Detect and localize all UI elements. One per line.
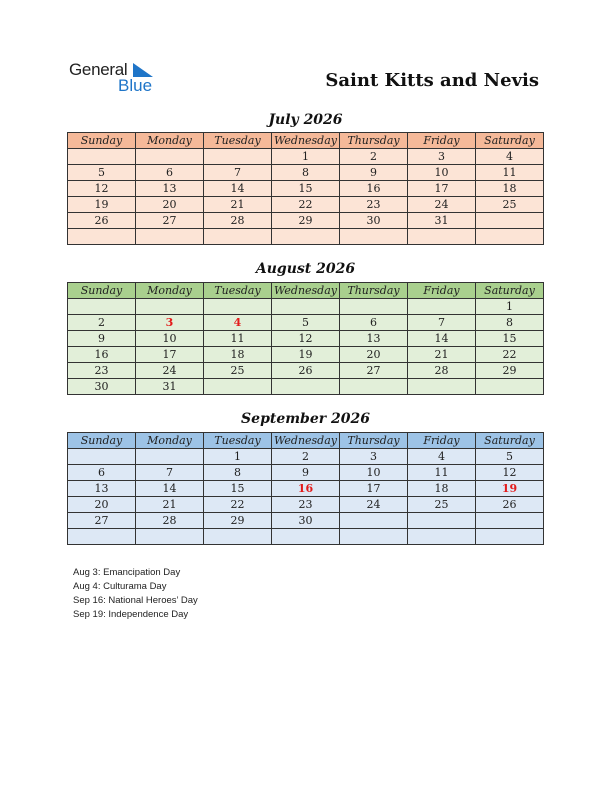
day-cell: 21 <box>204 197 272 213</box>
week-row <box>68 497 544 513</box>
day-cell: 14 <box>408 331 476 347</box>
day-cell: 14 <box>136 481 204 497</box>
calendar-july <box>67 132 544 245</box>
weekday-header: Saturday <box>476 133 544 149</box>
day-cell: 23 <box>272 497 340 513</box>
day-cell: 18 <box>476 181 544 197</box>
day-cell <box>68 299 136 315</box>
logo-word-general: General <box>69 60 128 79</box>
week-row <box>68 379 544 395</box>
country-title: Saint Kitts and Nevis <box>325 70 539 91</box>
holiday-note: Aug 4: Culturama Day <box>73 581 167 592</box>
day-cell: 2 <box>68 315 136 331</box>
day-cell: 21 <box>136 497 204 513</box>
weekday-header: Monday <box>136 133 204 149</box>
week-row <box>68 449 544 465</box>
day-cell: 1 <box>476 299 544 315</box>
day-cell: 7 <box>408 315 476 331</box>
holiday-note: Aug 3: Emancipation Day <box>73 567 181 578</box>
holiday-note: Sep 16: National Heroes’ Day <box>73 595 198 606</box>
day-cell: 19 <box>68 197 136 213</box>
day-cell <box>408 229 476 245</box>
day-cell <box>272 529 340 545</box>
weekday-header-row <box>68 433 544 449</box>
week-row <box>68 229 544 245</box>
day-cell <box>476 513 544 529</box>
weekday-header-row <box>68 133 544 149</box>
day-cell: 12 <box>272 331 340 347</box>
day-cell: 4 <box>476 149 544 165</box>
day-cell: 13 <box>68 481 136 497</box>
day-cell <box>204 229 272 245</box>
weekday-header: Friday <box>408 283 476 299</box>
day-cell: 17 <box>340 481 408 497</box>
day-cell: 24 <box>340 497 408 513</box>
day-cell <box>340 379 408 395</box>
day-cell: 8 <box>272 165 340 181</box>
day-cell: 12 <box>68 181 136 197</box>
day-cell: 20 <box>68 497 136 513</box>
weekday-header-row <box>68 283 544 299</box>
day-cell: 5 <box>476 449 544 465</box>
day-cell: 11 <box>408 465 476 481</box>
weekday-header: Monday <box>136 433 204 449</box>
weekday-header: Friday <box>408 133 476 149</box>
day-cell: 26 <box>272 363 340 379</box>
day-cell: 21 <box>408 347 476 363</box>
day-cell: 24 <box>136 363 204 379</box>
day-cell: 5 <box>272 315 340 331</box>
day-cell: 22 <box>204 497 272 513</box>
weekday-header: Thursday <box>340 433 408 449</box>
day-cell: 8 <box>476 315 544 331</box>
week-row <box>68 213 544 229</box>
day-cell: 10 <box>340 465 408 481</box>
day-cell: 25 <box>204 363 272 379</box>
day-cell: 17 <box>408 181 476 197</box>
week-row <box>68 197 544 213</box>
day-cell <box>340 299 408 315</box>
week-row <box>68 165 544 181</box>
day-cell: 29 <box>204 513 272 529</box>
day-cell: 28 <box>408 363 476 379</box>
day-cell: 23 <box>68 363 136 379</box>
day-cell: 15 <box>272 181 340 197</box>
day-cell <box>136 529 204 545</box>
day-cell: 13 <box>136 181 204 197</box>
weekday-header: Tuesday <box>204 433 272 449</box>
day-cell <box>272 229 340 245</box>
day-cell: 27 <box>68 513 136 529</box>
week-row <box>68 529 544 545</box>
logo-triangle-icon <box>133 63 153 77</box>
weekday-header: Tuesday <box>204 133 272 149</box>
day-cell: 28 <box>204 213 272 229</box>
day-cell: 19 <box>272 347 340 363</box>
holiday-day-cell: 19 <box>476 481 544 497</box>
weekday-header: Thursday <box>340 283 408 299</box>
week-row <box>68 299 544 315</box>
day-cell: 6 <box>136 165 204 181</box>
day-cell: 20 <box>136 197 204 213</box>
day-cell: 1 <box>272 149 340 165</box>
day-cell: 31 <box>136 379 204 395</box>
day-cell: 2 <box>340 149 408 165</box>
day-cell: 27 <box>340 363 408 379</box>
weekday-header: Sunday <box>68 133 136 149</box>
weekday-header: Thursday <box>340 133 408 149</box>
holiday-note: Sep 19: Independence Day <box>73 609 189 620</box>
day-cell <box>272 299 340 315</box>
day-cell: 2 <box>272 449 340 465</box>
month-title-august: August 2026 <box>255 261 356 277</box>
day-cell: 7 <box>204 165 272 181</box>
day-cell: 13 <box>340 331 408 347</box>
week-row <box>68 347 544 363</box>
day-cell: 9 <box>68 331 136 347</box>
day-cell: 22 <box>476 347 544 363</box>
day-cell: 24 <box>408 197 476 213</box>
day-cell <box>68 449 136 465</box>
day-cell: 7 <box>136 465 204 481</box>
day-cell: 9 <box>340 165 408 181</box>
calendar-september <box>67 432 544 545</box>
day-cell: 3 <box>340 449 408 465</box>
weekday-header: Monday <box>136 283 204 299</box>
day-cell: 26 <box>476 497 544 513</box>
day-cell <box>136 449 204 465</box>
day-cell <box>204 299 272 315</box>
week-row <box>68 513 544 529</box>
day-cell <box>476 529 544 545</box>
weekday-header: Tuesday <box>204 283 272 299</box>
day-cell: 20 <box>340 347 408 363</box>
week-row <box>68 315 544 331</box>
day-cell: 17 <box>136 347 204 363</box>
logo-word-blue: Blue <box>118 76 153 95</box>
day-cell: 3 <box>408 149 476 165</box>
day-cell: 29 <box>476 363 544 379</box>
week-row <box>68 481 544 497</box>
week-row <box>68 331 544 347</box>
weekday-header: Wednesday <box>272 433 340 449</box>
day-cell: 30 <box>272 513 340 529</box>
brand-logo <box>69 60 169 96</box>
day-cell: 30 <box>68 379 136 395</box>
day-cell: 18 <box>408 481 476 497</box>
day-cell: 11 <box>204 331 272 347</box>
day-cell: 30 <box>340 213 408 229</box>
day-cell: 25 <box>476 197 544 213</box>
day-cell <box>204 529 272 545</box>
day-cell <box>340 513 408 529</box>
weekday-header: Saturday <box>476 433 544 449</box>
day-cell: 10 <box>408 165 476 181</box>
day-cell <box>68 149 136 165</box>
day-cell: 10 <box>136 331 204 347</box>
day-cell <box>408 379 476 395</box>
holiday-day-cell: 16 <box>272 481 340 497</box>
month-title-september: September 2026 <box>241 411 370 427</box>
calendar-august <box>67 282 544 395</box>
day-cell: 12 <box>476 465 544 481</box>
day-cell <box>68 229 136 245</box>
day-cell <box>476 229 544 245</box>
weekday-header: Sunday <box>68 433 136 449</box>
holiday-notes <box>73 566 198 622</box>
day-cell: 6 <box>68 465 136 481</box>
week-row <box>68 363 544 379</box>
day-cell: 6 <box>340 315 408 331</box>
day-cell <box>476 213 544 229</box>
day-cell <box>68 529 136 545</box>
day-cell <box>136 229 204 245</box>
weekday-header: Wednesday <box>272 283 340 299</box>
weekday-header: Sunday <box>68 283 136 299</box>
day-cell: 16 <box>340 181 408 197</box>
week-row <box>68 465 544 481</box>
day-cell: 11 <box>476 165 544 181</box>
day-cell <box>408 529 476 545</box>
day-cell: 9 <box>272 465 340 481</box>
day-cell: 27 <box>136 213 204 229</box>
day-cell: 8 <box>204 465 272 481</box>
day-cell <box>340 229 408 245</box>
day-cell: 23 <box>340 197 408 213</box>
day-cell <box>476 379 544 395</box>
weekday-header: Friday <box>408 433 476 449</box>
day-cell: 15 <box>476 331 544 347</box>
day-cell <box>340 529 408 545</box>
day-cell <box>272 379 340 395</box>
day-cell: 28 <box>136 513 204 529</box>
day-cell: 25 <box>408 497 476 513</box>
day-cell <box>204 149 272 165</box>
week-row <box>68 149 544 165</box>
day-cell <box>204 379 272 395</box>
day-cell: 14 <box>204 181 272 197</box>
day-cell: 29 <box>272 213 340 229</box>
day-cell <box>136 299 204 315</box>
month-title-july: July 2026 <box>268 112 343 128</box>
holiday-day-cell: 4 <box>204 315 272 331</box>
weekday-header: Saturday <box>476 283 544 299</box>
week-row <box>68 181 544 197</box>
day-cell: 22 <box>272 197 340 213</box>
day-cell: 1 <box>204 449 272 465</box>
day-cell: 4 <box>408 449 476 465</box>
day-cell: 5 <box>68 165 136 181</box>
day-cell: 16 <box>68 347 136 363</box>
day-cell: 15 <box>204 481 272 497</box>
day-cell: 26 <box>68 213 136 229</box>
weekday-header: Wednesday <box>272 133 340 149</box>
day-cell <box>136 149 204 165</box>
holiday-day-cell: 3 <box>136 315 204 331</box>
day-cell <box>408 513 476 529</box>
day-cell <box>408 299 476 315</box>
day-cell: 18 <box>204 347 272 363</box>
day-cell: 31 <box>408 213 476 229</box>
